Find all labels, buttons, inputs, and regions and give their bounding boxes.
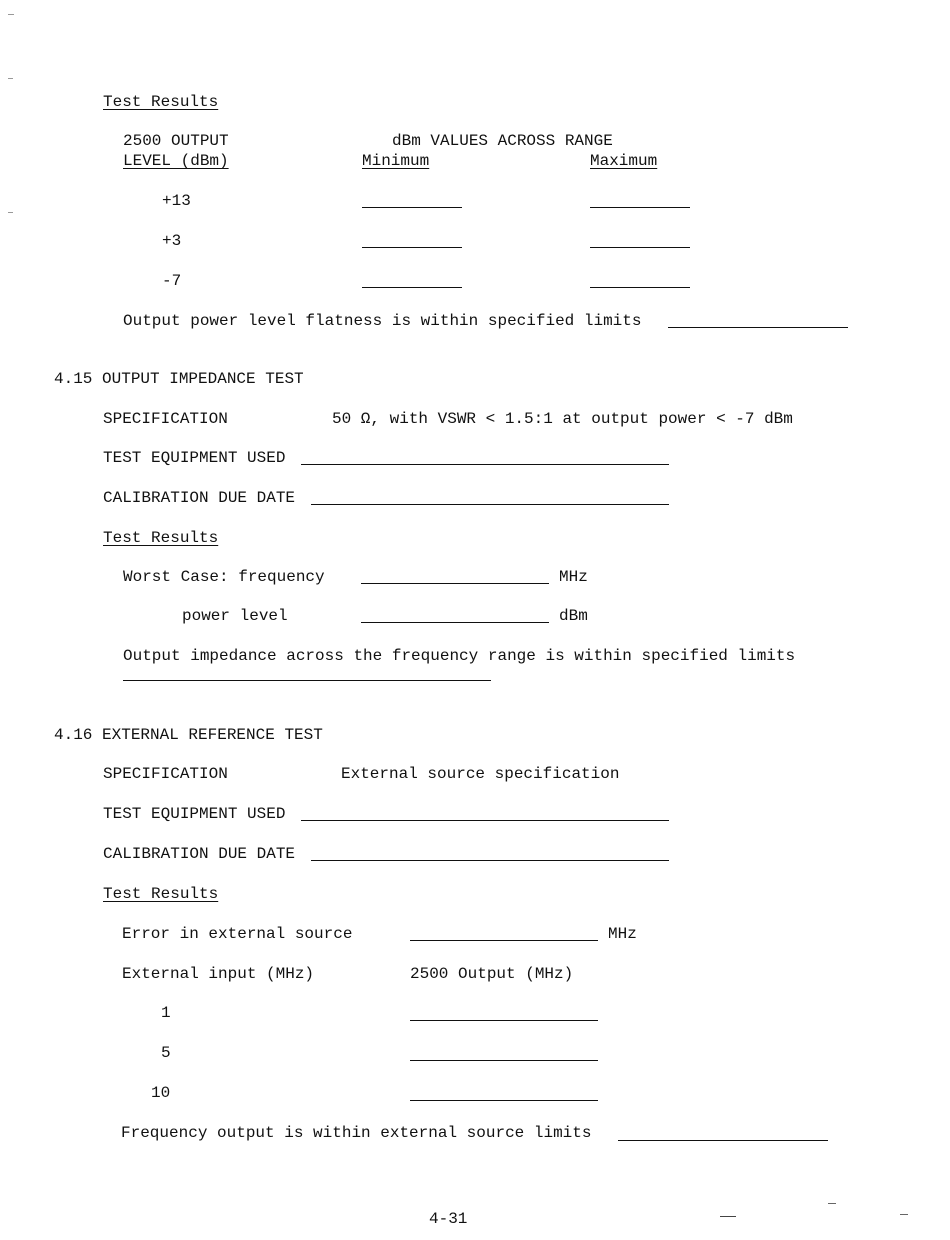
test-results-heading-416: Test Results	[103, 885, 219, 903]
worst-case-label: Worst Case: frequency	[123, 568, 325, 586]
level-row-3: -7	[162, 272, 182, 290]
scan-speck	[8, 78, 13, 79]
equip-blank-416[interactable]	[301, 820, 669, 821]
scan-speck	[720, 1216, 736, 1217]
impedance-statement: Output impedance across the frequency range is within specified limits	[123, 647, 796, 665]
level-row-2: +3	[162, 232, 182, 250]
output-blank-1[interactable]	[410, 1020, 598, 1021]
test-results-heading: Test Results	[103, 93, 219, 111]
spec-label-416: SPECIFICATION	[103, 765, 228, 783]
output-level-unit-header: LEVEL (dBm)	[123, 152, 229, 170]
scan-speck	[8, 14, 14, 15]
scan-speck	[900, 1214, 908, 1215]
max-blank-2[interactable]	[590, 247, 690, 248]
minimum-header: Minimum	[362, 152, 430, 170]
maximum-header: Maximum	[590, 152, 658, 170]
test-results-heading-415: Test Results	[103, 529, 219, 547]
equip-label-415: TEST EQUIPMENT USED	[103, 449, 286, 467]
cal-blank-415[interactable]	[311, 504, 669, 505]
cal-label-415: CALIBRATION DUE DATE	[103, 489, 296, 507]
section-4-16-heading: 4.16 EXTERNAL REFERENCE TEST	[54, 726, 323, 744]
min-blank-2[interactable]	[362, 247, 462, 248]
spec-value-415: 50 Ω, with VSWR < 1.5:1 at output power < -7 dBm	[332, 410, 793, 428]
scan-speck	[828, 1203, 836, 1204]
values-across-range-header: dBm VALUES ACROSS RANGE	[392, 132, 613, 150]
input-row-2: 5	[161, 1044, 171, 1062]
page-number: 4-31	[429, 1210, 468, 1228]
output-mhz-header: 2500 Output (MHz)	[410, 965, 574, 983]
error-blank[interactable]	[410, 940, 598, 941]
power-level-label: power level	[182, 607, 288, 625]
impedance-blank[interactable]	[123, 680, 491, 681]
spec-value-416: External source specification	[341, 765, 620, 783]
min-blank-1[interactable]	[362, 207, 462, 208]
flatness-statement: Output power level flatness is within specified limits	[123, 312, 642, 330]
output-level-header: 2500 OUTPUT	[123, 132, 229, 150]
max-blank-3[interactable]	[590, 287, 690, 288]
error-label: Error in external source	[122, 925, 353, 943]
error-unit: MHz	[608, 925, 637, 943]
level-row-1: +13	[162, 192, 191, 210]
output-blank-2[interactable]	[410, 1060, 598, 1061]
cal-blank-416[interactable]	[311, 860, 669, 861]
input-row-1: 1	[161, 1004, 171, 1022]
flatness-blank[interactable]	[668, 327, 848, 328]
freq-unit-415: MHz	[559, 568, 588, 586]
freq-output-blank[interactable]	[618, 1140, 828, 1141]
scan-speck	[8, 212, 13, 213]
min-blank-3[interactable]	[362, 287, 462, 288]
power-unit-415: dBm	[559, 607, 588, 625]
spec-label-415: SPECIFICATION	[103, 410, 228, 428]
output-blank-3[interactable]	[410, 1100, 598, 1101]
section-4-15-heading: 4.15 OUTPUT IMPEDANCE TEST	[54, 370, 304, 388]
freq-output-statement: Frequency output is within external source limits	[121, 1124, 592, 1142]
max-blank-1[interactable]	[590, 207, 690, 208]
equip-label-416: TEST EQUIPMENT USED	[103, 805, 286, 823]
power-level-blank[interactable]	[361, 622, 549, 623]
input-row-3: 10	[151, 1084, 171, 1102]
external-input-header: External input (MHz)	[122, 965, 315, 983]
cal-label-416: CALIBRATION DUE DATE	[103, 845, 296, 863]
equip-blank-415[interactable]	[301, 464, 669, 465]
worst-freq-blank[interactable]	[361, 583, 549, 584]
